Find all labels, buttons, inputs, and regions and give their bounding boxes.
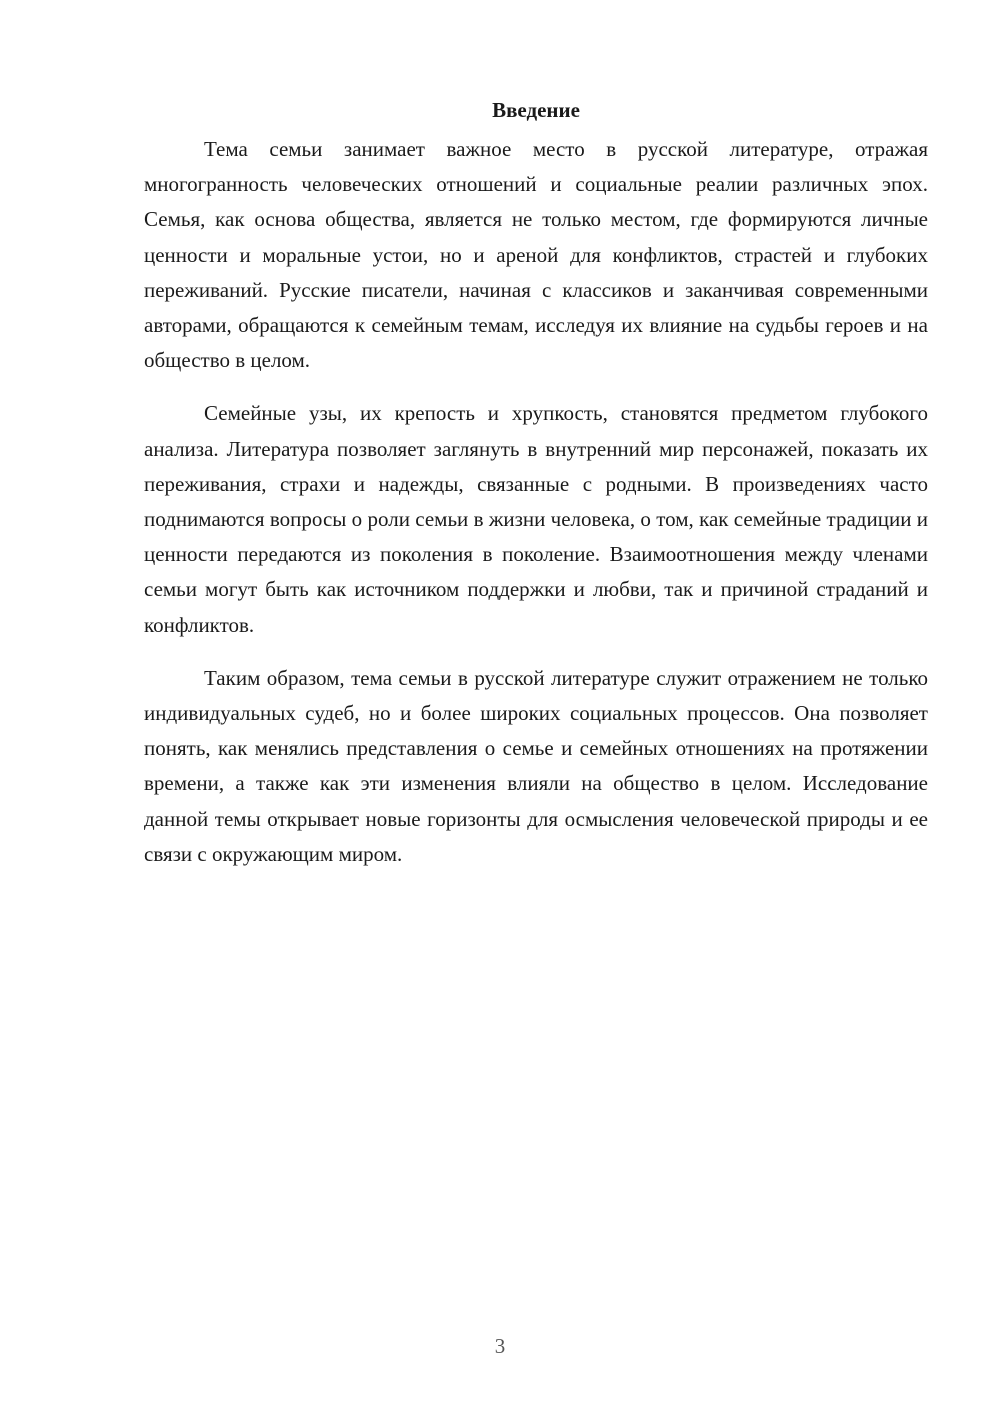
paragraph-2: Семейные узы, их крепость и хрупкость, становятся предметом глубокого анализа. Литература позволяет заглянуть в внутренний мир персонажей, показать их переживания, страхи и надежды, связанные с родными. В произведениях часто поднимаются вопросы о роли семьи в жизни человека, о том, как семейные традиции и ценности передаются из поколения в поколение. Взаимоотношения между членами семьи могут быть как источником поддержки и любви, так и причиной страданий и конфликтов. bbox=[144, 401, 928, 637]
page-number: 3 bbox=[494, 1334, 506, 1358]
paragraph-1: Тема семьи занимает важное место в русской литературе, отражая многогранность человеческих отношений и социальные реалии различных эпох. Семья, как основа общества, является не только местом, где формируются личные ценности и моральные устои, но и ареной для конфликтов, страстей и глубоких переживаний. Русские писатели, начиная с классиков и заканчивая современными авторами, обращаются к семейным темам, исследуя их влияние на судьбы героев и на общество в целом. bbox=[144, 137, 928, 373]
page-content bbox=[144, 92, 928, 890]
section-heading: Введение bbox=[492, 98, 580, 122]
paragraph-3: Таким образом, тема семьи в русской литературе служит отражением не только индивидуальных судеб, но и более широких социальных процессов. Она позволяет понять, как менялись представления о семье и семейных отношениях на протяжении времени, а также как эти изменения влияли на общество в целом. Исследование данной темы открывает новые горизонты для осмысления человеческой природы и ее связи с окружающим миром. bbox=[144, 665, 928, 866]
